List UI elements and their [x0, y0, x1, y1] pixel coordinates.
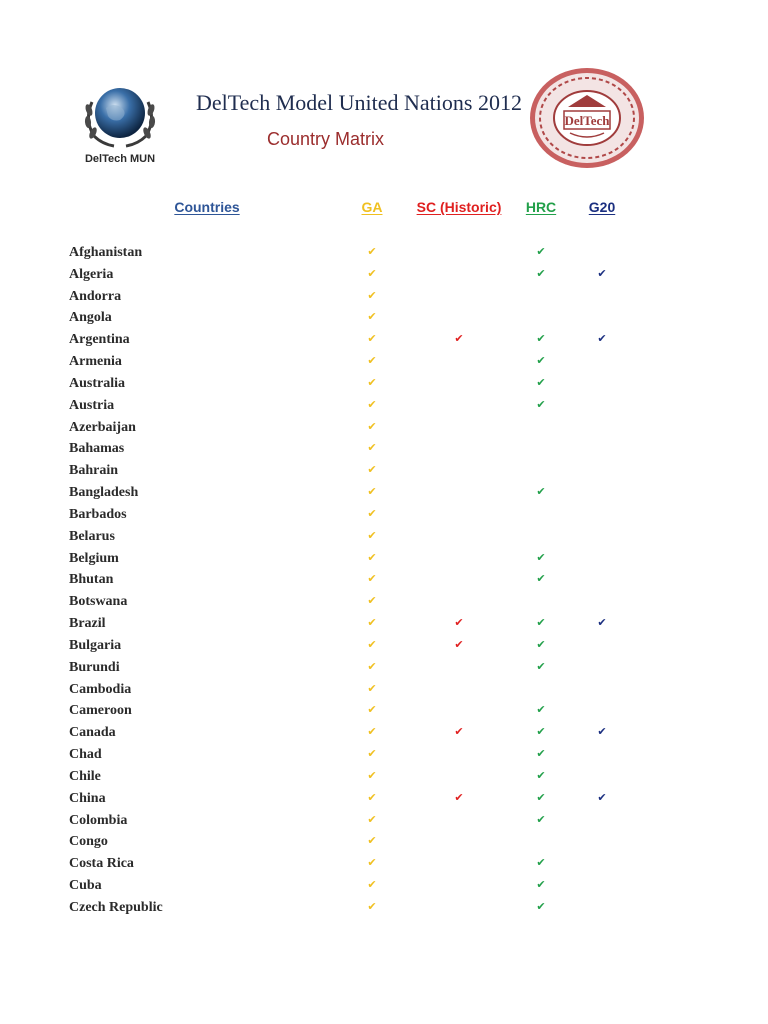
country-name: Chad — [69, 747, 102, 763]
check-mark-icon: ✔ — [367, 354, 377, 368]
table-row — [0, 308, 768, 330]
check-mark-icon: ✔ — [367, 594, 377, 608]
country-name: China — [69, 790, 106, 806]
country-name: Bangladesh — [69, 485, 139, 501]
check-mark-icon: ✔ — [367, 790, 377, 804]
check-mark-icon: ✔ — [597, 332, 607, 346]
check-mark-icon: ✔ — [536, 354, 546, 368]
table-row — [0, 265, 768, 287]
table-row — [0, 745, 768, 767]
country-name: Australia — [69, 375, 125, 391]
check-mark-icon: ✔ — [367, 550, 377, 564]
check-mark-icon: ✔ — [536, 703, 546, 717]
country-name: Barbados — [69, 506, 127, 522]
table-row — [0, 243, 768, 265]
table-row — [0, 614, 768, 636]
check-mark-icon: ✔ — [597, 616, 607, 630]
check-mark-icon: ✔ — [367, 397, 377, 411]
check-mark-icon: ✔ — [597, 725, 607, 739]
country-name: Austria — [69, 397, 115, 413]
table-row — [0, 527, 768, 549]
check-mark-icon: ✔ — [367, 834, 377, 848]
table-row — [0, 396, 768, 418]
check-mark-icon: ✔ — [367, 899, 377, 913]
check-mark-icon: ✔ — [536, 332, 546, 346]
table-row — [0, 461, 768, 483]
check-mark-icon: ✔ — [367, 572, 377, 586]
check-mark-icon: ✔ — [454, 637, 464, 651]
country-name: Belarus — [69, 528, 115, 544]
country-name: Andorra — [69, 288, 122, 304]
check-mark-icon: ✔ — [367, 332, 377, 346]
country-name: Bhutan — [69, 572, 114, 588]
check-mark-icon: ✔ — [454, 616, 464, 630]
check-mark-icon: ✔ — [536, 878, 546, 892]
country-name: Czech Republic — [69, 899, 163, 915]
country-name: Cuba — [69, 878, 102, 894]
table-row — [0, 789, 768, 811]
country-name: Bahrain — [69, 463, 119, 479]
check-mark-icon: ✔ — [536, 725, 546, 739]
column-header-g20: G20 — [588, 199, 616, 215]
check-mark-icon: ✔ — [536, 245, 546, 258]
check-mark-icon: ✔ — [367, 616, 377, 630]
table-row — [0, 352, 768, 374]
table-row — [0, 680, 768, 702]
column-header-hrc: HRC — [525, 199, 557, 215]
country-name: Cambodia — [69, 681, 132, 697]
table-row — [0, 330, 768, 352]
check-mark-icon: ✔ — [367, 375, 377, 389]
check-mark-icon: ✔ — [367, 506, 377, 520]
check-mark-icon: ✔ — [367, 266, 377, 280]
country-name: Algeria — [69, 266, 114, 282]
country-name: Bulgaria — [69, 637, 122, 653]
table-row — [0, 483, 768, 505]
table-row — [0, 549, 768, 571]
page-title: DelTech Model United Nations 2012 — [196, 90, 522, 115]
check-mark-icon: ✔ — [536, 659, 546, 673]
table-row — [0, 876, 768, 898]
country-name: Burundi — [69, 659, 120, 675]
table-row — [0, 723, 768, 745]
check-mark-icon: ✔ — [454, 332, 464, 346]
table-row — [0, 592, 768, 614]
check-mark-icon: ✔ — [367, 725, 377, 739]
table-row — [0, 374, 768, 396]
check-mark-icon: ✔ — [367, 245, 377, 258]
country-name: Azerbaijan — [69, 419, 136, 435]
country-name: Bahamas — [69, 441, 125, 457]
country-name: Congo — [69, 834, 108, 850]
country-name: Belgium — [69, 550, 119, 566]
column-header-ga: GA — [361, 199, 383, 215]
check-mark-icon: ✔ — [367, 441, 377, 455]
check-mark-icon: ✔ — [536, 375, 546, 389]
check-mark-icon: ✔ — [367, 310, 377, 324]
country-name: Costa Rica — [69, 856, 134, 872]
check-mark-icon: ✔ — [367, 528, 377, 542]
country-name: Canada — [69, 725, 116, 741]
column-header-sc-historic: SC (Historic) — [416, 199, 502, 215]
country-name: Botswana — [69, 594, 128, 610]
table-row — [0, 832, 768, 854]
check-mark-icon: ✔ — [536, 637, 546, 651]
country-name: Cameroon — [69, 703, 132, 719]
check-mark-icon: ✔ — [597, 790, 607, 804]
table-row — [0, 636, 768, 658]
check-mark-icon: ✔ — [536, 266, 546, 280]
check-mark-icon: ✔ — [454, 725, 464, 739]
check-mark-icon: ✔ — [367, 681, 377, 695]
check-mark-icon: ✔ — [367, 637, 377, 651]
country-name: Argentina — [69, 332, 130, 348]
check-mark-icon: ✔ — [536, 485, 546, 499]
check-mark-icon: ✔ — [536, 899, 546, 913]
check-mark-icon: ✔ — [536, 550, 546, 564]
country-name: Colombia — [69, 812, 128, 828]
seal-text: DelTech — [564, 113, 610, 128]
check-mark-icon: ✔ — [536, 572, 546, 586]
check-mark-icon: ✔ — [536, 812, 546, 826]
table-row — [0, 854, 768, 876]
check-mark-icon: ✔ — [367, 659, 377, 673]
country-name: Armenia — [69, 354, 122, 370]
table-row — [0, 658, 768, 680]
check-mark-icon: ✔ — [367, 856, 377, 870]
check-mark-icon: ✔ — [367, 703, 377, 717]
check-mark-icon: ✔ — [367, 288, 377, 302]
table-row — [0, 570, 768, 592]
check-mark-icon: ✔ — [367, 768, 377, 782]
country-name: Brazil — [69, 616, 106, 632]
check-mark-icon: ✔ — [367, 485, 377, 499]
check-mark-icon: ✔ — [367, 747, 377, 761]
table-row — [0, 418, 768, 440]
table-row — [0, 767, 768, 789]
table-row — [0, 287, 768, 309]
check-mark-icon: ✔ — [367, 878, 377, 892]
check-mark-icon: ✔ — [536, 790, 546, 804]
table-row — [0, 898, 768, 920]
country-name: Angola — [69, 310, 112, 326]
check-mark-icon: ✔ — [367, 463, 377, 477]
page-subtitle: Country Matrix — [267, 129, 385, 149]
table-row — [0, 701, 768, 723]
check-mark-icon: ✔ — [536, 616, 546, 630]
column-header-countries: Countries — [174, 199, 240, 215]
check-mark-icon: ✔ — [454, 790, 464, 804]
table-row — [0, 811, 768, 833]
table-row — [0, 439, 768, 461]
check-mark-icon: ✔ — [597, 266, 607, 280]
check-mark-icon: ✔ — [367, 812, 377, 826]
check-mark-icon: ✔ — [536, 768, 546, 782]
country-name: Afghanistan — [69, 245, 143, 260]
check-mark-icon: ✔ — [367, 419, 377, 433]
check-mark-icon: ✔ — [536, 397, 546, 411]
logo-left-text: DelTech MUN — [84, 153, 156, 165]
table-row — [0, 505, 768, 527]
country-name: Chile — [69, 768, 101, 784]
check-mark-icon: ✔ — [536, 856, 546, 870]
check-mark-icon: ✔ — [536, 747, 546, 761]
